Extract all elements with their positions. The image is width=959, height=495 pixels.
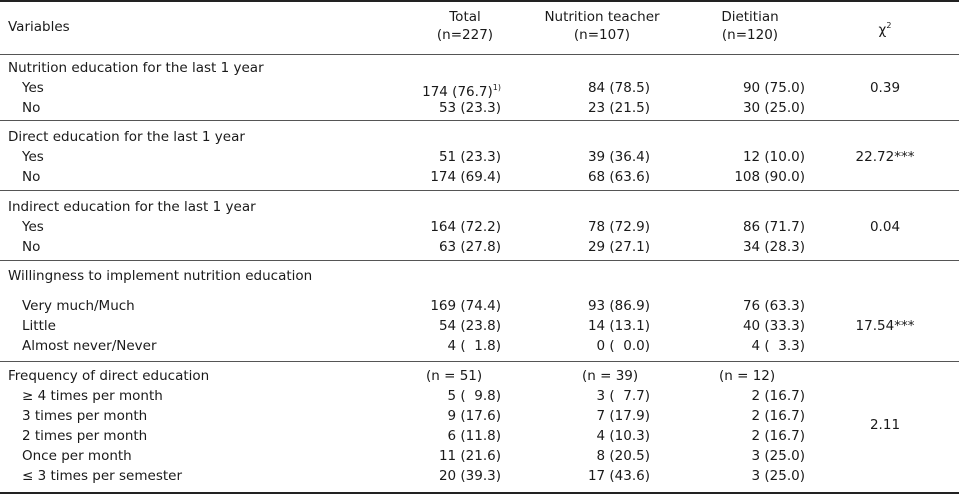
cell-dietitian: 2 (16.7) [751, 408, 805, 424]
cell-total: 174 (69.4) [430, 169, 501, 185]
section-title: Direct education for the last 1 year [8, 129, 245, 145]
section-rule [0, 120, 959, 121]
cell-dietitian: 30 (25.0) [742, 100, 805, 116]
cell-teacher: 8 (20.5) [596, 448, 650, 464]
header-dietitian: Dietitian [721, 9, 779, 25]
header-rule [0, 54, 959, 55]
section-title: Willingness to implement nutrition education [8, 268, 313, 284]
header-teacher-n: (n=107) [573, 27, 631, 43]
row-label: Little [22, 318, 56, 334]
cell-dietitian: 12 (10.0) [742, 149, 805, 165]
cell-total: 5 ( 9.8) [447, 388, 501, 404]
header-chi-square: $\chi^2$ [878, 21, 892, 38]
cell-chi-square: 17.54*** [855, 318, 915, 334]
cell-dietitian: 2 (16.7) [751, 428, 805, 444]
cell-teacher: 84 (78.5) [587, 80, 650, 96]
row-label: No [22, 239, 41, 255]
cell-chi-square: 2.11 [869, 417, 901, 433]
cell-total: 4 ( 1.8) [447, 338, 501, 354]
cell-chi-square: 0.39 [869, 80, 901, 96]
row-label: No [22, 100, 41, 116]
table-top-rule [0, 0, 959, 2]
row-label: Almost never/Never [22, 338, 157, 354]
chi-superscript: 2 [886, 21, 892, 30]
cell-teacher: 0 ( 0.0) [596, 338, 650, 354]
row-label: Very much/Much [22, 298, 135, 314]
subgroup-n-teacher: (n = 39) [582, 368, 639, 384]
cell-teacher: 17 (43.6) [587, 468, 650, 484]
cell-dietitian: 90 (75.0) [742, 80, 805, 96]
cell-total: 9 (17.6) [447, 408, 501, 424]
cell-total: 11 (21.6) [438, 448, 501, 464]
row-label: Yes [22, 149, 44, 165]
cell-total: 6 (11.8) [447, 428, 501, 444]
cell-teacher: 68 (63.6) [587, 169, 650, 185]
header-total: Total [449, 9, 481, 25]
row-label: No [22, 169, 41, 185]
table-bottom-rule [0, 492, 959, 494]
section-rule [0, 361, 959, 362]
row-label: ≤ 3 times per semester [22, 468, 183, 484]
cell-teacher: 29 (27.1) [587, 239, 650, 255]
cell-dietitian: 40 (33.3) [742, 318, 805, 334]
cell-dietitian: 3 (25.0) [751, 448, 805, 464]
header-teacher: Nutrition teacher [544, 9, 660, 25]
cell-dietitian: 4 ( 3.3) [751, 338, 805, 354]
cell-teacher: 93 (86.9) [587, 298, 650, 314]
row-label: ≥ 4 times per month [22, 388, 163, 404]
row-label: 3 times per month [22, 408, 148, 424]
cell-teacher: 7 (17.9) [596, 408, 650, 424]
cell-total: 164 (72.2) [430, 219, 501, 235]
cell-total: 51 (23.3) [438, 149, 501, 165]
footnote-marker: 1) [492, 83, 501, 92]
header-dietitian-n: (n=120) [721, 27, 779, 43]
cell-teacher: 39 (36.4) [587, 149, 650, 165]
cell-teacher: 23 (21.5) [587, 100, 650, 116]
subgroup-n-dietitian: (n = 12) [719, 368, 776, 384]
cell-dietitian: 34 (28.3) [742, 239, 805, 255]
cell-total: 20 (39.3) [438, 468, 501, 484]
cell-dietitian: 76 (63.3) [742, 298, 805, 314]
section-rule [0, 190, 959, 191]
section-rule [0, 260, 959, 261]
header-variables: Variables [8, 19, 70, 35]
cell-dietitian: 108 (90.0) [734, 169, 805, 185]
cell-dietitian: 3 (25.0) [751, 468, 805, 484]
cell-total: 174 $(76.7)^{1)}$ [422, 83, 501, 100]
cell-teacher: 78 (72.9) [587, 219, 650, 235]
cell-total: 63 (27.8) [438, 239, 501, 255]
row-label: Once per month [22, 448, 132, 464]
cell-total: 54 (23.8) [438, 318, 501, 334]
cell-teacher: 3 ( 7.7) [596, 388, 650, 404]
subgroup-n-total: (n = 51) [426, 368, 483, 384]
cell-dietitian: 2 (16.7) [751, 388, 805, 404]
section-title: Nutrition education for the last 1 year [8, 60, 264, 76]
row-label: Yes [22, 80, 44, 96]
cell-teacher: 4 (10.3) [596, 428, 650, 444]
cell-chi-square: 22.72*** [855, 149, 915, 165]
row-label: 2 times per month [22, 428, 148, 444]
cell-total: 169 (74.4) [430, 298, 501, 314]
cell-total: 53 (23.3) [438, 100, 501, 116]
cell-dietitian: 86 (71.7) [742, 219, 805, 235]
row-label: Yes [22, 219, 44, 235]
section-title: Indirect education for the last 1 year [8, 199, 256, 215]
cell-chi-square: 0.04 [869, 219, 901, 235]
cell-teacher: 14 (13.1) [587, 318, 650, 334]
section-title: Frequency of direct education [8, 368, 210, 384]
header-total-n: (n=227) [436, 27, 494, 43]
